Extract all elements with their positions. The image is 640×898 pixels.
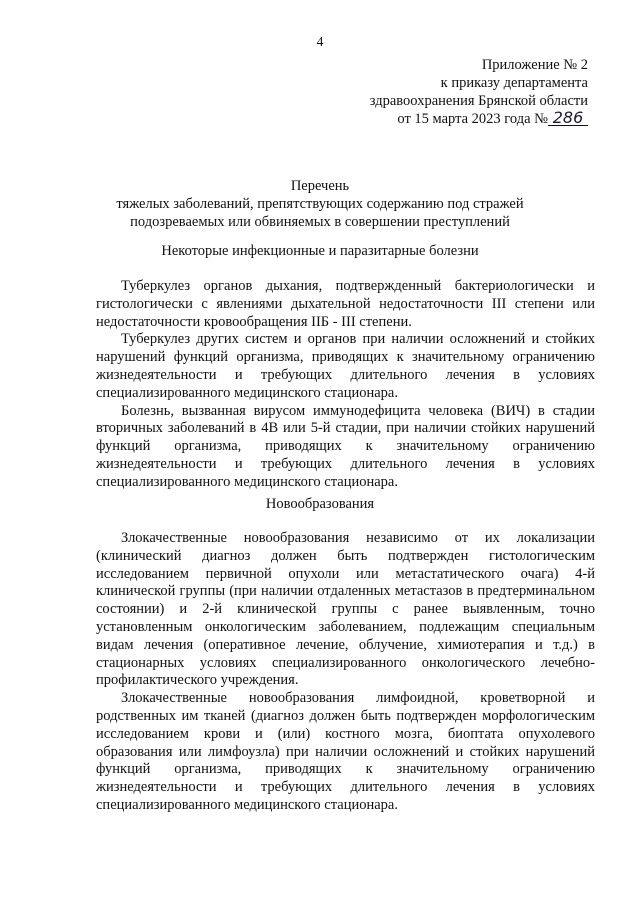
paragraph: Туберкулез других систем и органов при наличии осложнений и стойких нарушений функций организма, приводящих к значительному ограничению жизнедеятельности и требующих длительного лечения в условиях специализированного медицинского стационара. — [96, 331, 595, 401]
document-title — [60, 177, 580, 231]
attachment-date: от 15 марта 2023 года № — [397, 111, 548, 127]
title-line-2: тяжелых заболеваний, препятствующих содержанию под стражей — [116, 196, 524, 212]
section-body-infectious — [96, 278, 595, 492]
paragraph: Болезнь, вызванная вирусом иммунодефицита человека (ВИЧ) в стадии вторичных заболеваний в 4В или 5-й стадии, при наличии стойких нарушений функций организма, приводящих к значительному ограничению жизнедеятельности и требующих длительного лечения в условиях специализированного медицинского стационара. — [96, 402, 595, 490]
title-line-1: Перечень — [290, 178, 350, 194]
title-line-3: подозреваемых или обвиняемых в совершении преступлений — [130, 214, 510, 230]
attachment-order-ref: к приказу департамента — [440, 75, 588, 91]
section-heading-neoplasms: Новообразования — [265, 496, 375, 512]
section-heading-infectious: Некоторые инфекционные и паразитарные болезни — [161, 243, 479, 259]
paragraph: Злокачественные новообразования лимфоидной, кроветворной и родственных им тканей (диагноз должен быть подтвержден морфологическим исследованием крови и (или) костного мозга, биоптата опухолевого образования или лимфоузла) при наличии осложнений и стойких нарушений функций организма, приводящих к значительному ограничению жизнедеятельности и требующих длительного лечения в условиях специализированного медицинского стационара. — [96, 690, 595, 813]
attachment-date-line — [370, 110, 588, 128]
page-number: 4 — [316, 34, 324, 49]
attachment-title: Приложение № 2 — [481, 57, 588, 73]
paragraph: Злокачественные новообразования независимо от их локализации (клинический диагноз должен быть подтвержден гистологическим исследованием первичной опухоли или метастатического очага) 4-й клинической группы (при наличии отдаленных метастазов в предтерминальном состоянии) и 2-й клинической группы с ранее выявленным, точно установленным онкологическим заболеванием, подлежащим специальным видам лечения (оперативное лечение, облучение, химиотерапия и т.д.) в стационарных условиях специализированного онкологического лечебно-профилактического учреждения. — [96, 530, 595, 689]
paragraph: Туберкулез органов дыхания, подтвержденный бактериологически и гистологически с явлениями дыхательной недостаточности III степени или недостаточности кровообращения IIБ - III степени. — [96, 278, 595, 330]
attachment-header — [370, 56, 588, 128]
attachment-department: здравоохранения Брянской области — [369, 93, 588, 109]
order-number-handwritten: 286 — [548, 110, 588, 126]
section-body-neoplasms — [96, 530, 595, 815]
